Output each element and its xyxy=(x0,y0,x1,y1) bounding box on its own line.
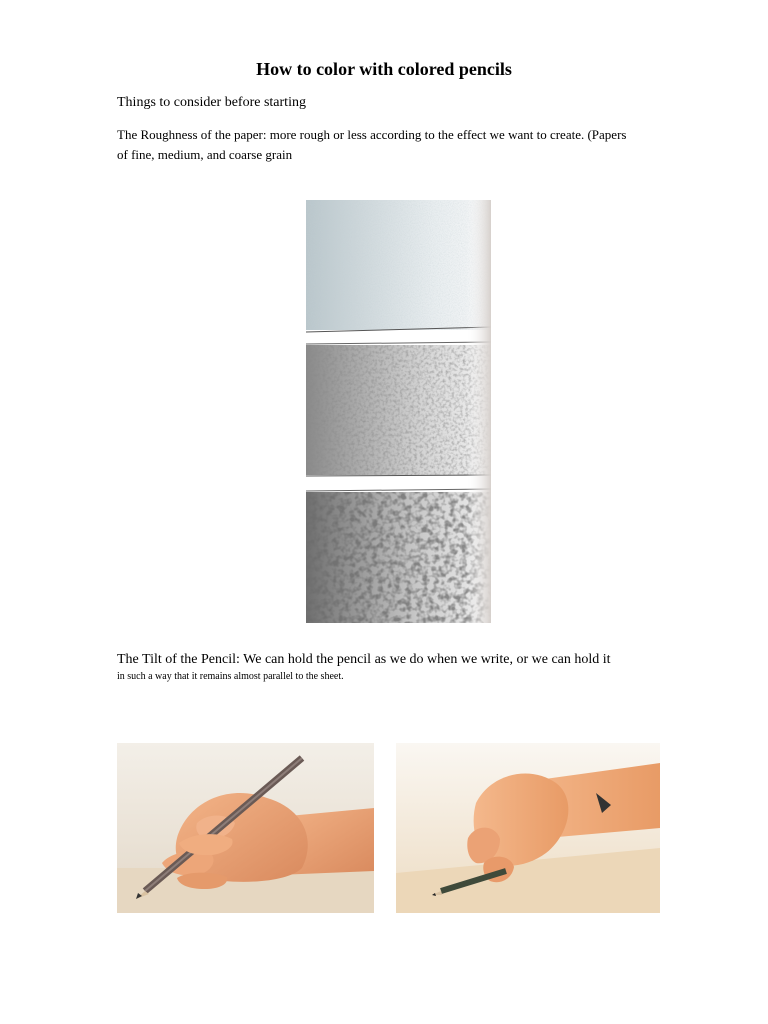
panel-divider xyxy=(306,342,491,344)
paper-grain-figure xyxy=(306,200,491,623)
writing-grip-photo xyxy=(117,743,374,913)
medium-grain-panel xyxy=(306,345,491,475)
coarse-grain-panel xyxy=(306,492,491,623)
paper-roughness-paragraph: The Roughness of the paper: more rough or less according to the effect we want to create. (Papers of fine, medium, and coarse grain xyxy=(117,127,627,162)
panel-divider xyxy=(306,489,491,491)
paper-grain-illustration xyxy=(306,200,491,623)
pencil-tilt-paragraph-continued: in such a way that it remains almost parallel to the sheet. xyxy=(117,671,344,682)
parallel-grip-photo xyxy=(396,743,660,913)
subheading: Things to consider before starting xyxy=(117,95,306,110)
fine-grain-panel xyxy=(306,200,491,330)
page-title: How to color with colored pencils xyxy=(256,59,512,79)
pencil-tilt-paragraph: The Tilt of the Pencil: We can hold the pencil as we do when we write, or we can hold it xyxy=(117,652,611,667)
panel-divider xyxy=(306,475,491,476)
